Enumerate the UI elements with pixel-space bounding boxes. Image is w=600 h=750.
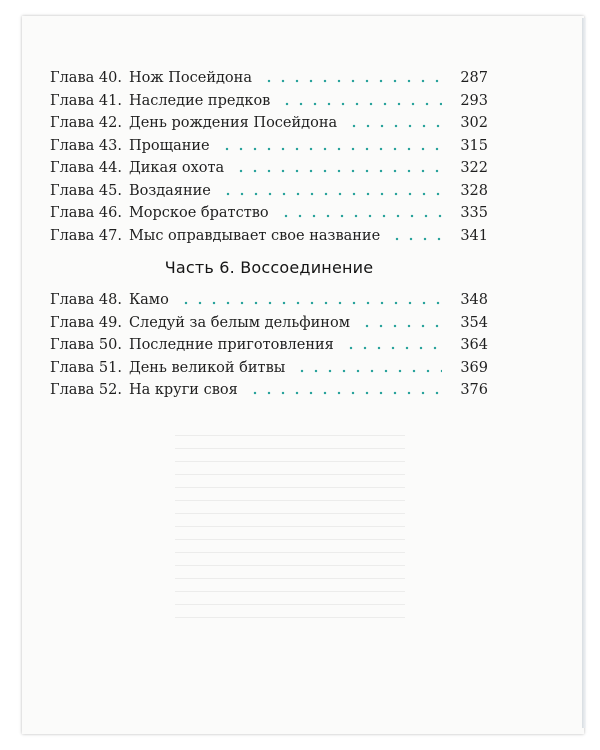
chapter-label: Глава 46.	[50, 205, 122, 221]
chapter-label: Глава 45.	[50, 182, 122, 199]
page-number: 354	[460, 314, 488, 331]
page-number: 376	[460, 382, 488, 398]
chapter-label: Глава 49.	[50, 314, 122, 331]
toc-row-44	[50, 157, 488, 180]
dot-leader	[248, 391, 442, 395]
toc-row-47	[50, 225, 488, 248]
page-number: 315	[460, 137, 488, 154]
toc-row-45	[50, 180, 488, 203]
chapter-label: Глава 50.	[50, 337, 122, 353]
dot-leader	[295, 369, 442, 373]
page-number: 302	[460, 115, 488, 131]
chapter-title: День рождения Посейдона	[128, 115, 338, 131]
dot-leader	[279, 214, 442, 218]
toc-row-51	[50, 357, 488, 380]
toc-row-41	[50, 90, 488, 113]
chapter-title: Воздаяние	[128, 182, 211, 199]
chapter-label: Глава 41.	[50, 92, 122, 109]
chapter-title: Камо	[128, 292, 169, 308]
page-number: 293	[460, 92, 488, 109]
page-number: 364	[460, 337, 488, 353]
chapter-label: Глава 48.	[50, 292, 122, 308]
chapter-label: Глава 43.	[50, 137, 122, 154]
chapter-title: Наследие предков	[128, 92, 271, 109]
chapter-label: Глава 47.	[50, 227, 122, 244]
dot-leader	[347, 124, 442, 128]
toc-row-46	[50, 202, 488, 225]
page-number: 328	[460, 182, 488, 199]
chapter-title: Последние приготовления	[128, 337, 334, 353]
toc-row-43	[50, 135, 488, 158]
chapter-title: Дикая охота	[128, 160, 225, 176]
chapter-label: Глава 44.	[50, 160, 122, 176]
dot-leader	[221, 192, 442, 196]
dot-leader	[280, 102, 442, 106]
dot-leader	[262, 79, 442, 83]
toc-row-49	[50, 312, 488, 335]
chapter-title: Нож Посейдона	[128, 70, 252, 86]
dot-leader	[360, 324, 442, 328]
page-number: 348	[460, 292, 488, 308]
dot-leader	[390, 237, 442, 241]
page-number: 335	[460, 205, 488, 221]
dot-leader	[179, 301, 442, 305]
chapter-title: Мыс оправдывает свое название	[128, 227, 381, 244]
chapter-title: Следуй за белым дельфином	[128, 314, 350, 331]
toc-row-52	[50, 379, 488, 402]
toc-row-50	[50, 334, 488, 357]
chapter-label: Глава 51.	[50, 359, 122, 376]
part-heading: Часть 6. Воссоединение	[164, 258, 374, 277]
show-through-text	[175, 435, 405, 625]
page-number: 287	[460, 70, 488, 86]
page-edge	[582, 18, 586, 728]
chapter-title: Прощание	[128, 137, 210, 154]
chapter-title: Морское братство	[128, 205, 269, 221]
dot-leader	[234, 169, 442, 173]
dot-leader	[344, 346, 442, 350]
chapter-label: Глава 40.	[50, 70, 122, 86]
page-number: 322	[460, 160, 488, 176]
chapter-label: Глава 52.	[50, 382, 122, 398]
page-number: 341	[460, 227, 488, 244]
chapter-title: День великой битвы	[128, 359, 286, 376]
chapter-label: Глава 42.	[50, 115, 122, 131]
toc-row-40	[50, 67, 488, 90]
toc-row-48	[50, 289, 488, 312]
toc-section-a	[50, 67, 488, 247]
chapter-title: На круги своя	[128, 382, 238, 398]
toc-section-b	[50, 289, 488, 402]
page-number: 369	[460, 359, 488, 376]
toc-row-42	[50, 112, 488, 135]
dot-leader	[220, 147, 442, 151]
